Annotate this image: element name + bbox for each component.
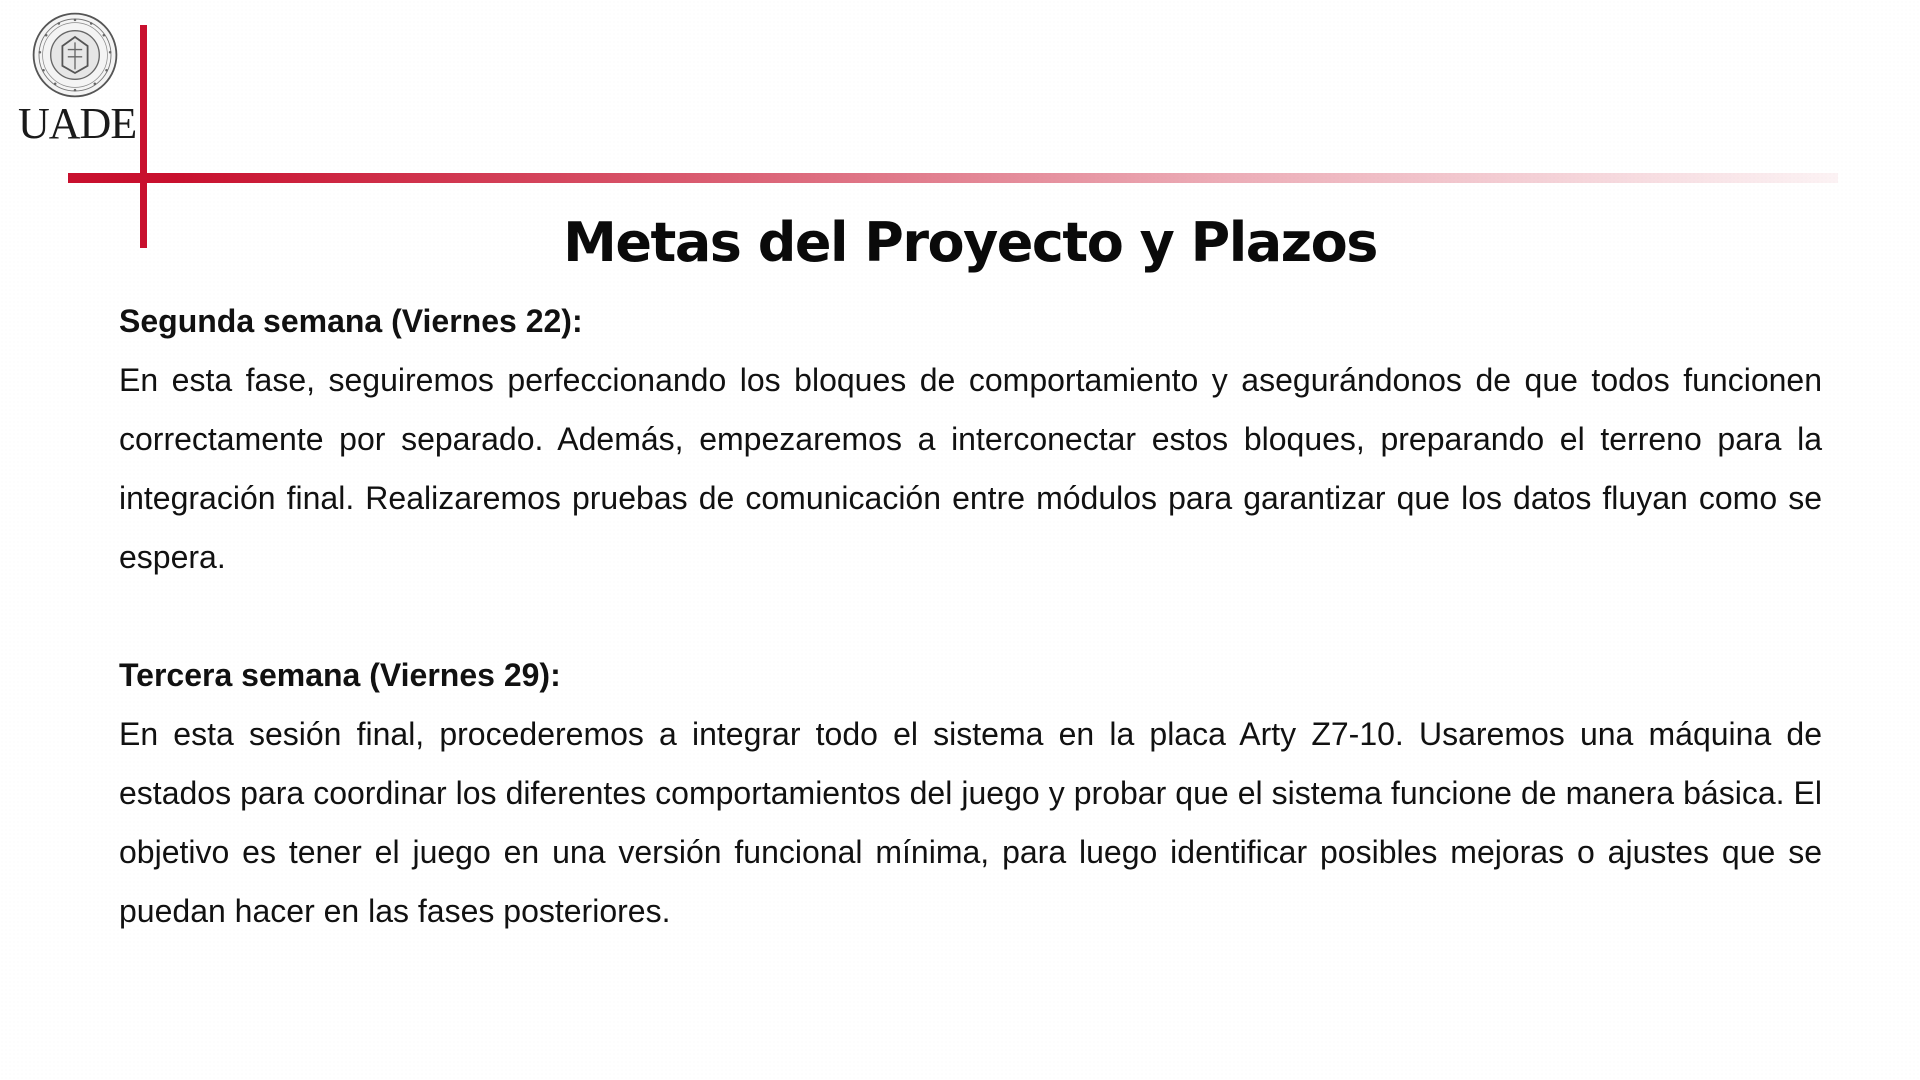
red-horizontal-line	[68, 173, 1838, 183]
section-body-week-2: En esta fase, seguiremos perfeccionando los bloques de comportamiento y asegurándonos de que todos funcionen correctamente por separado. Además, empezaremos a interconectar estos bloques, preparando el terreno para la integración final. Realizaremos pruebas de comunicación entre módulos para garantizar que los datos fluyan como se espera.	[119, 362, 1822, 575]
section-heading-week-3: Tercera semana (Viernes 29):	[119, 657, 561, 693]
section-body-week-3: En esta sesión final, procederemos a integrar todo el sistema en la placa Arty Z7-10. Usaremos una máquina de estados para coordinar los diferentes comportamientos del juego y probar que el sistema funcione de manera básica. El objetivo es tener el juego en una versión funcional mínima, para luego identificar posibles mejoras o ajustes que se puedan hacer en las fases posteriores.	[119, 716, 1822, 929]
section-spacer	[119, 587, 1822, 646]
section-heading-week-2: Segunda semana (Viernes 22):	[119, 303, 583, 339]
slide-title: Metas del Proyecto y Plazos	[563, 211, 1377, 274]
slide-content	[119, 292, 1822, 941]
uade-logo	[18, 10, 137, 148]
logo-text: UADE	[18, 99, 137, 148]
university-seal-icon	[30, 10, 120, 100]
